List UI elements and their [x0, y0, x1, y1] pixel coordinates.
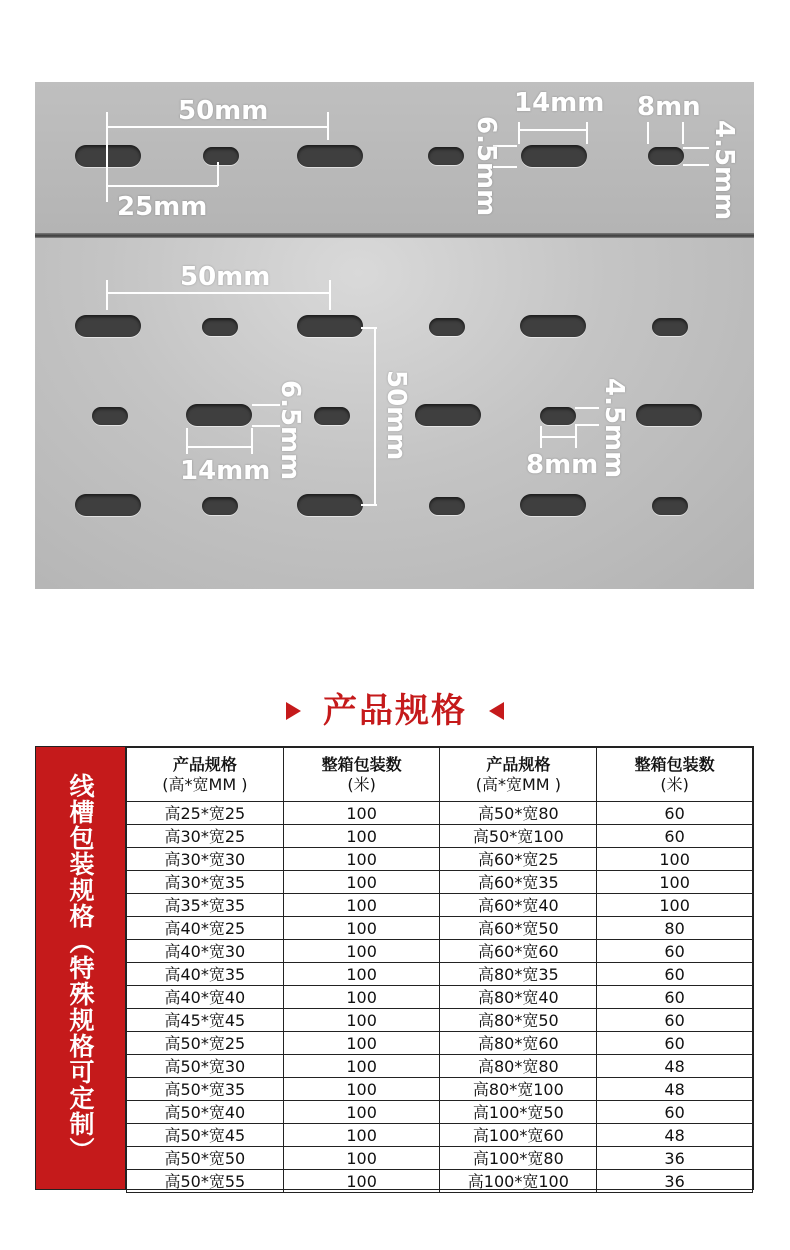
dimension-line: [575, 407, 599, 409]
long-hole-length-label: 14mm: [514, 88, 605, 118]
quantity-cell: 48: [597, 1055, 753, 1078]
quantity-cell: 36: [597, 1147, 753, 1170]
spec-cell: 高30*宽30: [127, 848, 284, 871]
quantity-cell: 100: [283, 848, 440, 871]
spec-cell: 高80*宽80: [440, 1055, 597, 1078]
spec-cell: 高50*宽35: [127, 1078, 284, 1101]
col-header-quantity: 整箱包装数 (米): [597, 748, 753, 802]
short-slot: [428, 147, 464, 165]
dimension-line: [106, 292, 330, 294]
quantity-cell: 100: [283, 1147, 440, 1170]
spec-cell: 高60*宽25: [440, 848, 597, 871]
spec-cell: 高80*宽60: [440, 1032, 597, 1055]
spec-cell: 高30*宽25: [127, 825, 284, 848]
quantity-cell: 100: [283, 917, 440, 940]
arrow-left-icon: [489, 702, 504, 720]
dimension-line: [106, 280, 108, 310]
spec-cell: 高50*宽50: [127, 1147, 284, 1170]
dimension-line: [106, 185, 218, 187]
spec-cell: 高50*宽25: [127, 1032, 284, 1055]
dimension-line: [540, 436, 576, 438]
spacing-long-label: 50mm: [180, 262, 271, 292]
dimension-line: [586, 122, 588, 144]
spec-cell: 高100*宽100: [440, 1170, 597, 1193]
short-slot: [652, 318, 688, 336]
short-slot: [429, 318, 465, 336]
spec-cell: 高50*宽80: [440, 802, 597, 825]
row-spacing-label: 50mm: [381, 370, 411, 461]
spec-cell: 高30*宽35: [127, 871, 284, 894]
spec-cell: 高25*宽25: [127, 802, 284, 825]
quantity-cell: 100: [283, 825, 440, 848]
dimension-line: [518, 129, 588, 131]
spec-cell: 高60*宽40: [440, 894, 597, 917]
table-row: [127, 1101, 753, 1124]
spec-cell: 高50*宽45: [127, 1124, 284, 1147]
packaging-side-label: [36, 747, 126, 1189]
spec-cell: 高80*宽100: [440, 1078, 597, 1101]
spec-table: [126, 747, 753, 1193]
dimension-line: [647, 122, 649, 144]
quantity-cell: 80: [597, 917, 753, 940]
section-title: 产品规格: [323, 691, 467, 731]
long-slot: [520, 494, 586, 516]
spec-cell: 高40*宽25: [127, 917, 284, 940]
spec-cell: 高35*宽35: [127, 894, 284, 917]
col-header-spec: 产品规格 (高*宽MM ): [440, 748, 597, 802]
dimension-line: [217, 162, 219, 186]
table-row: [127, 802, 753, 825]
long-hole-height-label: 6.5mm: [471, 116, 501, 217]
spec-cell: 高100*宽60: [440, 1124, 597, 1147]
table-row: [127, 940, 753, 963]
table-row: [127, 986, 753, 1009]
quantity-cell: 60: [597, 986, 753, 1009]
spec-cell: 高100*宽50: [440, 1101, 597, 1124]
dimension-line: [106, 126, 328, 128]
short-slot: [202, 318, 238, 336]
spec-cell: 高80*宽40: [440, 986, 597, 1009]
short-slot: [314, 407, 350, 425]
dimension-line: [518, 122, 520, 144]
table-header-row: [127, 748, 753, 802]
dimension-line: [683, 164, 709, 166]
long-slot: [297, 315, 363, 337]
long-slot: [186, 404, 252, 426]
dimension-line: [251, 428, 253, 454]
quantity-cell: 100: [283, 802, 440, 825]
spec-cell: 高50*宽40: [127, 1101, 284, 1124]
dimension-line: [186, 446, 252, 448]
long-slot: [297, 145, 363, 167]
table-row: [127, 1009, 753, 1032]
spec-cell: 高50*宽100: [440, 825, 597, 848]
quantity-cell: 100: [283, 1124, 440, 1147]
table-row: [127, 825, 753, 848]
short-slot: [648, 147, 684, 165]
dimension-line: [329, 280, 331, 310]
quantity-cell: 100: [283, 940, 440, 963]
spec-cell: 高40*宽35: [127, 963, 284, 986]
tray-top-view: [35, 82, 754, 233]
dimension-line: [374, 327, 376, 505]
short-hole-length-label: 8mn: [637, 92, 701, 122]
quantity-cell: 60: [597, 940, 753, 963]
quantity-cell: 100: [597, 871, 753, 894]
quantity-cell: 100: [283, 1101, 440, 1124]
table-row: [127, 1078, 753, 1101]
short-hole-length-label: 8mm: [526, 450, 599, 480]
table-row: [127, 848, 753, 871]
side-label-text: 线槽包装规格（特殊规格可定制）: [66, 773, 95, 1163]
quantity-cell: 100: [283, 1078, 440, 1101]
dimension-line: [575, 426, 577, 448]
long-slot: [636, 404, 702, 426]
spec-cell: 高40*宽40: [127, 986, 284, 1009]
spec-cell: 高60*宽50: [440, 917, 597, 940]
quantity-cell: 60: [597, 825, 753, 848]
table-row: [127, 1170, 753, 1193]
arrow-right-icon: [286, 702, 301, 720]
short-slot: [540, 407, 576, 425]
short-slot: [92, 407, 128, 425]
spec-cell: 高50*宽55: [127, 1170, 284, 1193]
col-header-quantity: 整箱包装数 (米): [283, 748, 440, 802]
long-hole-height-label: 6.5mm: [275, 380, 305, 481]
table-row: [127, 1147, 753, 1170]
spec-cell: 高80*宽50: [440, 1009, 597, 1032]
quantity-cell: 60: [597, 1009, 753, 1032]
short-slot: [652, 497, 688, 515]
long-slot: [520, 315, 586, 337]
dimension-line: [361, 504, 377, 506]
dimension-line: [540, 426, 542, 448]
quantity-cell: 100: [283, 986, 440, 1009]
quantity-cell: 60: [597, 963, 753, 986]
quantity-cell: 100: [283, 1009, 440, 1032]
quantity-cell: 60: [597, 802, 753, 825]
dimension-line: [683, 147, 709, 149]
table-row: [127, 1055, 753, 1078]
quantity-cell: 100: [283, 894, 440, 917]
short-slot: [203, 147, 239, 165]
dimension-line: [682, 122, 684, 144]
dimension-line: [361, 327, 377, 329]
spec-cell: 高60*宽60: [440, 940, 597, 963]
tray-bottom-view: [35, 238, 754, 589]
section-heading: [0, 686, 790, 736]
dimension-line: [106, 112, 108, 202]
quantity-cell: 100: [283, 963, 440, 986]
spec-cell: 高80*宽35: [440, 963, 597, 986]
spec-cell: 高40*宽30: [127, 940, 284, 963]
quantity-cell: 48: [597, 1124, 753, 1147]
table-row: [127, 894, 753, 917]
spec-cell: 高50*宽30: [127, 1055, 284, 1078]
spec-table-container: [35, 746, 754, 1190]
table-row: [127, 1032, 753, 1055]
table-row: [127, 963, 753, 986]
spec-cell: 高100*宽80: [440, 1147, 597, 1170]
spec-cell: 高60*宽35: [440, 871, 597, 894]
long-slot: [75, 315, 141, 337]
quantity-cell: 100: [283, 1055, 440, 1078]
quantity-cell: 100: [597, 848, 753, 871]
dimension-line: [186, 428, 188, 454]
short-slot: [429, 497, 465, 515]
dimension-line: [327, 112, 329, 140]
spacing-long-label: 50mm: [178, 96, 269, 126]
dimension-line: [575, 424, 599, 426]
table-row: [127, 871, 753, 894]
quantity-cell: 60: [597, 1032, 753, 1055]
long-slot: [415, 404, 481, 426]
table-row: [127, 917, 753, 940]
long-slot: [75, 494, 141, 516]
long-hole-length-label: 14mm: [180, 456, 271, 486]
short-slot: [202, 497, 238, 515]
spec-cell: 高45*宽45: [127, 1009, 284, 1032]
col-header-spec: 产品规格 (高*宽MM ): [127, 748, 284, 802]
quantity-cell: 48: [597, 1078, 753, 1101]
short-hole-height-label: 4.5mm: [709, 120, 739, 221]
table-row: [127, 1124, 753, 1147]
quantity-cell: 100: [283, 1032, 440, 1055]
long-slot: [75, 145, 141, 167]
quantity-cell: 100: [597, 894, 753, 917]
quantity-cell: 36: [597, 1170, 753, 1193]
spacing-short-label: 25mm: [117, 192, 208, 222]
long-slot: [521, 145, 587, 167]
quantity-cell: 60: [597, 1101, 753, 1124]
quantity-cell: 100: [283, 871, 440, 894]
long-slot: [297, 494, 363, 516]
quantity-cell: 100: [283, 1170, 440, 1193]
short-hole-height-label: 4.5mm: [599, 378, 629, 479]
